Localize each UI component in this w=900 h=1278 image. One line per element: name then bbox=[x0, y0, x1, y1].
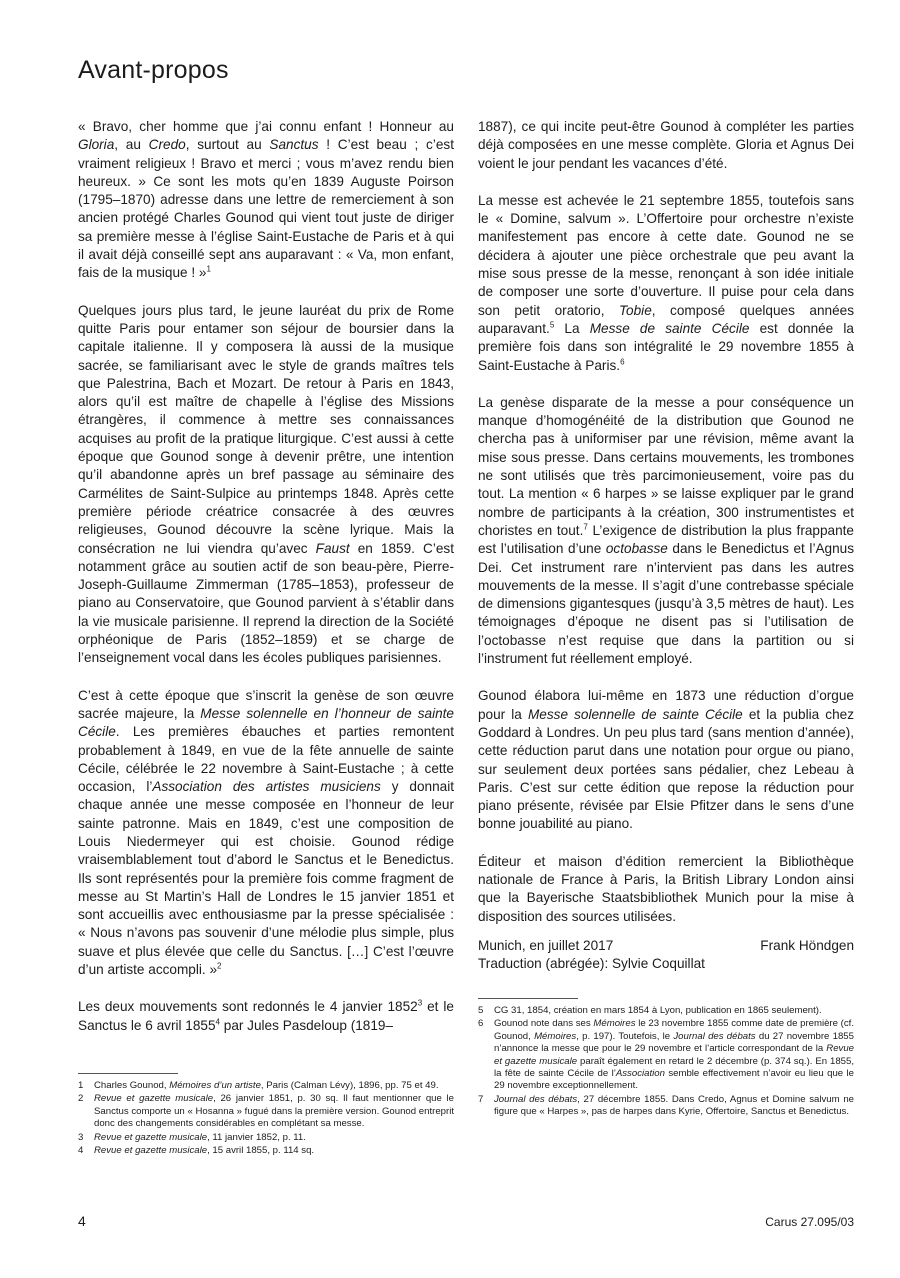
catalog-number: Carus 27.095/03 bbox=[765, 1215, 854, 1229]
footnote-ref: 2 bbox=[217, 961, 222, 971]
paragraph: La messe est achevée le 21 septembre 1855, toutefois sans le « Domine, salvum ». L’Offertoire pour orchestre n’existe manifestement pas encore à cette date. Gounod ne se décidera à ajouter une pièce orchestrale que peu avant la mise sous presse de la messe, renonçant à son idée initiale de composer une sorte d’ouverture. Il puise pour cela dans son petit oratorio, Tobie, composé quelques années auparavant.$^5$ La Messe de sainte Cécile est donnée la première fois dans son intégralité le 29 novembre 1855 à Saint-Eustache à Paris.$^6$ bbox=[478, 192, 854, 373]
paragraph: Gounod élabora lui-même en 1873 une réduction d’orgue pour la Messe solennelle de sainte Cécile et la publia chez Goddard à Londres. Un peu plus tard (sans mention d’année), cette réduction parut dans une notation pour orgue ou piano, sur seulement deux portées sans pédalier, chez Lebeau à Paris. C’est sur cette édition que repose la réduction pour piano présente, révisée par Elsie Pfitzer dans le sens d’une bonne jouabilité au piano. bbox=[478, 688, 854, 832]
footnote: 5 CG 31, 1854, création en mars 1854 à Lyon, publication en 1865 seulement). bbox=[478, 1005, 822, 1016]
footnote-divider bbox=[78, 1073, 178, 1074]
text-column-right bbox=[478, 118, 854, 945]
footnote: 4 Revue et gazette musicale, 15 avril 1855, p. 114 sq. bbox=[78, 1145, 315, 1157]
footnote: 6 Gounod note dans ses Mémoires le 23 novembre 1855 comme date de première (cf. Gounod, Mémoires, p. 197). Toutefois, le Journal des débats du 27 novembre 1855 n’annonce la messe que pour le 29 novembre et l’article correspondant de la Revue et gazette musicale paraît également en retard le 2 décembre (p. 374 sq.). En 1855, la fête de sainte Cécile de l’Association semble effectivement n’avoir eu lieu que le 29 novembre exceptionnellement. bbox=[478, 1018, 855, 1092]
footnote-ref: 1 bbox=[206, 264, 211, 274]
translator-credit: Traduction (abrégée): Sylvie Coquillat bbox=[478, 956, 705, 972]
footnote: 7 Journal des débats, 27 décembre 1855. Dans Credo, Agnus et Domine salvum ne figure que « Harpes », pas de harpes dans Kyrie, Offertoire, Sanctus et Benedictus. bbox=[478, 1093, 854, 1118]
footnotes-left bbox=[78, 1073, 454, 1158]
paragraph: Les deux mouvements sont redonnés le 4 janvier 1852$^3$ et le Sanctus le 6 avril 1855$^4$ par Jules Pasdeloup (1819– bbox=[78, 998, 454, 1033]
footnote: 3 Revue et gazette musicale, 11 janvier 1852, p. 11. bbox=[78, 1131, 306, 1143]
paragraph: 1887), ce qui incite peut-être Gounod à compléter les parties déjà composées en une messe complète. Gloria et Agnus Dei voient le jour pendant les vacances d’été. bbox=[478, 119, 854, 171]
footnotes-right bbox=[478, 998, 854, 1120]
footnote: 2 Revue et gazette musicale, 26 janvier 1851, p. 30 sq. Il faut mentionner que le Sanctus comporte un « Hosanna » fugué dans la première version. Gounod entreprit donc des changements considérables en complétant sa messe. bbox=[78, 1093, 454, 1130]
footnote-ref: 4 bbox=[215, 1017, 220, 1027]
footnote-ref: 3 bbox=[417, 998, 423, 1008]
paragraph: La genèse disparate de la messe a pour conséquence un manque d’homogénéité de la distribution que Gounod ne chercha pas à uniformiser par une révision, même avant la mise sous presse. Dans certains mouvements, les trombones ne sont utilisés que très parcimonieusement, voire pas du tout. La mention « 6 harpes » se laisse expliquer par le grand nombre de participants à la création, 300 instrumentistes et choristes en tout.$^7$ L’exigence de distribution la plus frappante est l’utilisation d’une octobasse dans le Benedictus et l’Agnus Dei. Cet instrument rare n’intervient pas dans les autres mouvements de la messe. Il s’agit d’une contrebasse spéciale de dimensions gigantesques (jusqu’à 3,5 mètres de haut). Les témoignages d’époque ne disent pas si l’utilisation de l’octobasse n’est requise que dans la partition ou si l’instrument fut réellement employé. bbox=[478, 394, 855, 667]
footnote: 1 Charles Gounod, Mémoires d’un artiste, Paris (Calman Lévy), 1896, pp. 75 et 49. bbox=[78, 1080, 439, 1091]
text-column-left bbox=[78, 118, 454, 1054]
page-title: Avant-propos bbox=[78, 56, 229, 84]
paragraph: Quelques jours plus tard, le jeune lauréat du prix de Rome quitte Paris pour entamer son séjour de boursier dans la capitale italienne. Il y composera là aussi de la musique sacrée, se familiarisant avec le style de grands maîtres tels que Palestrina, Bach et Mozart. De retour à Paris en 1843, alors qu’il est maître de chapelle à l’église des Missions étrangères, il commence à mettre ses connaissances acquises au profit de la pratique liturgique. C’est aussi à cette époque que Gounod songe à devenir prêtre, une intention qu’il abandonne après un bref passage au séminaire des Carmélites de Saint-Sulpice au printemps 1848. Après cette première période créatrice consacrée à des œuvres religieuses, Gounod découvre la scène lyrique. Mais la consécration ne lui viendra qu’avec Faust en 1859. C’est notamment grâce au soutien actif de son beau-père, Pierre-Joseph-Guillaume Zimmerman (1785–1853), professeur de piano au Conservatoire, que Gounod parvient à s’établir dans la vie musicale parisienne. Il reprend la direction de la Société orphéonique de Paris (1852–1859) et se charge de l’enseignement vocal dans les écoles publiques parisiennes. bbox=[78, 302, 454, 666]
footnote-divider bbox=[478, 998, 578, 999]
paragraph: C’est à cette époque que s’inscrit la genèse de son œuvre sacrée majeure, la Messe solennelle en l’honneur de sainte Cécile. Les premières ébauches et parties remontent probablement à 1849, en vue de la fête annuelle de sainte Cécile, célébrée le 22 novembre à Saint-Eustache ; à cette occasion, l’Association des artistes musiciens y donnait chaque année une messe composée en l’honneur de leur sainte patronne. Mais en 1849, c’est une composition de Louis Niedermeyer qui est choisie. Gounod rédige vraisemblablement tout d’abord le Sanctus et le Benedictus. Ils sont représentés pour la première fois comme fragment de messe au St Martin’s Hall de Londres le 15 janvier 1851 et sont accueillis avec enthousiasme par la presse spécialisée : « Nous n’avons pas souvenir d’une mélodie plus simple, plus suave et plus élevée que celle du Sanctus. […] C’est l’œuvre d’un artiste accompli. »$^2$ bbox=[78, 687, 455, 978]
footnote-ref: 7 bbox=[583, 522, 588, 532]
page-number: 4 bbox=[78, 1213, 86, 1229]
author-name: Frank Höndgen bbox=[760, 938, 854, 953]
paragraph: « Bravo, cher homme que j’ai connu enfant ! Honneur au Gloria, au Credo, surtout au Sanctus ! C’est beau ; c’est vraiment religieux ! Bravo et merci ; vous m’avez rendu bien heureux. » Ce sont les mots qu’en 1839 Auguste Poirson (1795–1870) adresse dans une lettre de remerciement à son ancien protégé Charles Gounod qui vient tout juste de diriger sa première messe à l’église Saint-Eustache de Paris et à qui il avait déjà conseillé sept ans auparavant : « Va, mon enfant, fais de la musique ! »$^1$ bbox=[78, 119, 454, 281]
signature-block bbox=[478, 937, 854, 974]
footnote-ref: 6 bbox=[620, 357, 625, 367]
place-date: Munich, en juillet 2017 bbox=[478, 938, 614, 953]
paragraph: Éditeur et maison d’édition remercient la Bibliothèque nationale de France à Paris, la British Library London ainsi que la Bayerische Staatsbibliothek Munich pour la mise à disposition des sources utilisées. bbox=[478, 853, 854, 924]
footnote-ref: 5 bbox=[549, 320, 555, 330]
